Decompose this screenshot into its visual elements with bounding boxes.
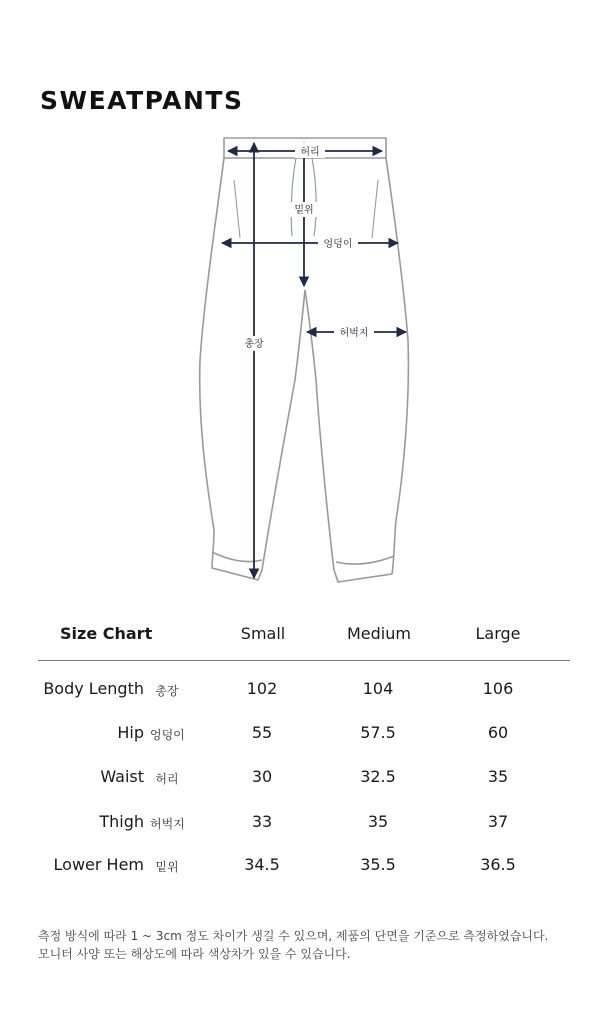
color-note: 모니터 사양 또는 해상도에 따라 색상차가 있을 수 있습니다. (38, 947, 351, 961)
cell-small: 55 (251, 723, 273, 742)
table-divider (38, 660, 570, 661)
row-label-korean: 허벅지 (150, 817, 185, 831)
row-label-korean: 엉덩이 (150, 728, 185, 742)
cell-large: 35 (487, 767, 509, 786)
hip-label: 엉덩이 (323, 239, 353, 250)
cell-small: 102 (246, 679, 278, 698)
table-row-lower-hem (0, 852, 610, 878)
waist-label: 허리 (300, 147, 320, 158)
column-medium: Medium (347, 624, 411, 643)
row-label: Hip (117, 723, 144, 742)
cell-large: 60 (487, 723, 509, 742)
column-small: Small (240, 624, 286, 643)
cell-medium: 104 (362, 679, 394, 698)
row-label-korean: 총장 (155, 684, 179, 698)
row-label-korean: 밑위 (155, 860, 179, 874)
table-row-waist (0, 764, 610, 790)
cell-large: 36.5 (480, 855, 516, 874)
table-row-body-length (0, 676, 610, 702)
hem-label: 밑위 (294, 205, 314, 216)
product-title: SWEATPANTS (40, 86, 244, 115)
thigh-label: 허벅지 (339, 328, 369, 339)
row-label-korean: 허리 (155, 772, 179, 786)
row-label: Thigh (99, 812, 144, 831)
measurement-label-backgrounds (240, 143, 374, 351)
cell-medium: 35 (367, 812, 389, 831)
cell-medium: 35.5 (360, 855, 396, 874)
length-label: 총장 (244, 339, 264, 350)
table-row-thigh (0, 809, 610, 835)
table-row-hip (0, 720, 610, 746)
column-large: Large (475, 624, 521, 643)
cell-medium: 32.5 (360, 767, 396, 786)
cell-small: 33 (251, 812, 273, 831)
cell-small: 30 (251, 767, 273, 786)
cell-large: 37 (487, 812, 509, 831)
cell-medium: 57.5 (360, 723, 396, 742)
size-chart-title: Size Chart (60, 624, 153, 643)
cell-large: 106 (482, 679, 514, 698)
row-label: Body Length (43, 679, 144, 698)
row-label: Waist (100, 767, 144, 786)
cell-small: 34.5 (244, 855, 280, 874)
row-label: Lower Hem (53, 855, 144, 874)
measurement-note: 측정 방식에 따라 1 ~ 3cm 정도 차이가 생길 수 있으며, 제품의 단면을 기준으로 측정하였습니다. (38, 929, 549, 943)
